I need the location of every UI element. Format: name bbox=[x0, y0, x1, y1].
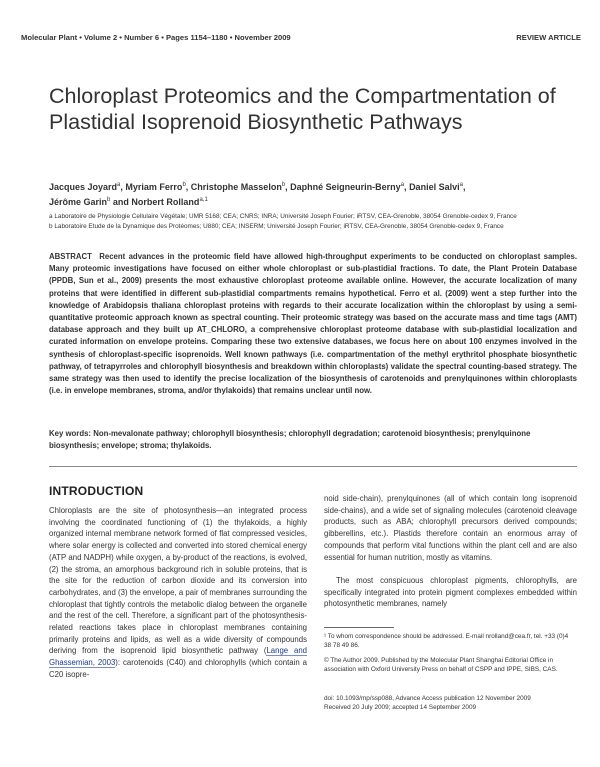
intro-text: Chloroplasts are the site of photosynthesis—an integrated process involving the coordinated functioning of (1) the thylakoids, a highly organized internal membrane network formed of flat compressed vesicles, where solar energy is collected and converted into stored chemical energy (ATP and NADPH) while oxygen, a by-product of the reactions, is evolved, (2) the stroma, an amorphous background rich in soluble proteins, that is the site for the reduction of carbon dioxide and its conversion into carbohydrates, and (3) the envelope, a pair of membranes surrounding the chloroplast that tightly controls the metabolic dialog between the organelle and the rest of the cell. Therefore, a significant part of the photosynthesis-related reactions takes place in chloroplast membranes containing primarily proteins and lipids, as well as a wide diversity of compounds deriving from the isoprenoid lipid biosynthetic pathway ( bbox=[49, 506, 307, 656]
article-type: REVIEW ARTICLE bbox=[516, 33, 581, 42]
correspondence-footnote: ¹ To whom correspondence should be addressed. E-mail nrolland@cea.fr, tel. +33 (0)4 38 78 49 86. bbox=[324, 633, 569, 649]
keywords bbox=[49, 428, 577, 452]
author-affiliation-mark: b bbox=[281, 182, 286, 188]
author-name[interactable]: Christophe Masselon bbox=[190, 182, 282, 192]
abstract-label: ABSTRACT bbox=[49, 252, 92, 261]
author-name[interactable]: Norbert Rolland bbox=[131, 197, 200, 207]
author-list: Jacques Joyard$^a$, Myriam Ferro$^b$, Christophe Masselon$^b$, Daphné Seigneurin-Berny$^a$, Daniel Salvi$^a$, Jérôme Garin$^b$ and Norbert Rolland$^{a,1}$ bbox=[49, 182, 466, 207]
intro-right-paragraph-2: The most conspicuous chloroplast pigments, chlorophylls, are specifically integrated into protein pigment complexes embedded within photosynthetic membranes, namely bbox=[324, 576, 577, 609]
keywords-label: Key words: bbox=[49, 429, 92, 438]
author-conjunction: and bbox=[112, 197, 129, 207]
doi-line: doi: 10.1093/mp/ssp088, Advance Access publication 12 November 2009 bbox=[324, 695, 531, 702]
affiliation-b: b Laboratoire Etude de la Dynamique des Protéomes; U880; CEA; INSERM; Université Joseph Fourier; iRTSV, CEA-Grenoble, 38054 Grenoble-cedex 9, France bbox=[49, 223, 504, 230]
keywords-text: Non-mevalonate pathway; chlorophyll biosynthesis; chlorophyll degradation; carotenoid biosynthesis; prenylquinone biosynthesis; envelope; stroma; thylakoids. bbox=[49, 429, 531, 450]
author-affiliation-mark: a bbox=[459, 182, 463, 188]
section-heading: INTRODUCTION bbox=[49, 484, 144, 498]
running-header bbox=[21, 33, 581, 47]
author-name[interactable]: Daniel Salvi bbox=[409, 182, 460, 192]
author-affiliation-mark: b bbox=[182, 182, 186, 188]
author-affiliation-mark: a bbox=[117, 182, 121, 188]
footnote-divider bbox=[324, 627, 394, 628]
journal-info: Molecular Plant • Volume 2 • Number 6 • Pages 1154–1180 • November 2009 bbox=[21, 33, 291, 42]
received-dates: Received 20 July 2009; accepted 14 September 2009 bbox=[324, 704, 477, 711]
article-title: Chloroplast Proteomics and the Compartmentation of Plastidial Isoprenoid Biosynthetic Pathways bbox=[49, 84, 556, 134]
copyright-notice: © The Author 2009. Published by the Molecular Plant Shanghai Editorial Office in association with Oxford University Press on behalf of CSPP and IPPE, SIBS, CAS. bbox=[324, 657, 558, 673]
citation-link[interactable]: Lange and Ghassemian, 2003 bbox=[49, 646, 308, 668]
intro-left-column bbox=[49, 505, 307, 681]
intro-right-paragraph-1: noid side-chain), prenylquinones (all of which contain long isoprenoid side-chains), and a wide set of signaling molecules (carotenoid cleavage products, such as ABA; chlorophyll precursors derived compounds; gibberellins, etc.). Plastids therefore contain an enormous array of compounds that perform vital functions within the plant cell and are also essential for human nutrition, mostly as vitamins. bbox=[324, 494, 577, 562]
section-divider bbox=[49, 466, 577, 467]
affiliation-a: a Laboratoire de Physiologie Cellulaire Végétale; UMR 5168; CEA; CNRS; INRA; Université Joseph Fourier; iRTSV, CEA-Grenoble, 38054 Grenoble-cedex 9, France bbox=[49, 213, 517, 220]
intro-text-continued: ): carotenoids (C40) and chlorophylls (which contain a C20 isopre- bbox=[49, 658, 307, 679]
author-name[interactable]: Daphné Seigneurin-Berny bbox=[290, 182, 401, 192]
abstract bbox=[49, 251, 577, 397]
author-affiliation-mark: a bbox=[400, 182, 405, 188]
author-name[interactable]: Jacques Joyard bbox=[49, 182, 118, 192]
author-name[interactable]: Myriam Ferro bbox=[125, 182, 183, 192]
author-affiliation-mark: a,1 bbox=[199, 197, 208, 203]
author-name[interactable]: Jérôme Garin bbox=[49, 197, 108, 207]
author-affiliation-mark: b bbox=[107, 197, 111, 203]
abstract-text: Recent advances in the proteomic field have allowed high-throughput experiments to be conducted on chloroplast samples. Many proteomic investigations have focused on either whole chloroplast or sub-plastidial fractions. To date, the Plant Protein Database (PPDB, Sun et al., 2009) presents the most exhaustive chloroplast proteome available online. However, the accurate localization of many proteins that were identified in different sub-plastidial compartments remains hypothetical. Ferro et al. (2009) went a step further into the knowledge of Arabidopsis thaliana chloroplast proteins with regards to their accurate localization within the chloroplast by using a semi-quantitative proteomic approach known as spectral counting. Their proteomic strategy was based on the accurate mass and time tags (AMT) database approach and they built up AT_CHLORO, a comprehensive chloroplast proteome database with sub-plastidial localization and curated information on envelope proteins. Comparing these two extensive databases, we focus here on about 100 enzymes involved in the synthesis of chloroplast-specific isoprenoids. Well known pathways (i.e. compartmentation of the methyl erythritol phosphate biosynthetic pathway, of tetrapyrroles and chlorophyll biosynthesis and breakdown within chloroplasts) validate the spectral counting-based strategy. The same strategy was then used to identify the precise localization of the biosynthesis of carotenoids and prenylquinones within chloroplasts (i.e. in envelope membranes, stroma, and/or thylakoids) that remains unclear until now. bbox=[49, 252, 578, 396]
